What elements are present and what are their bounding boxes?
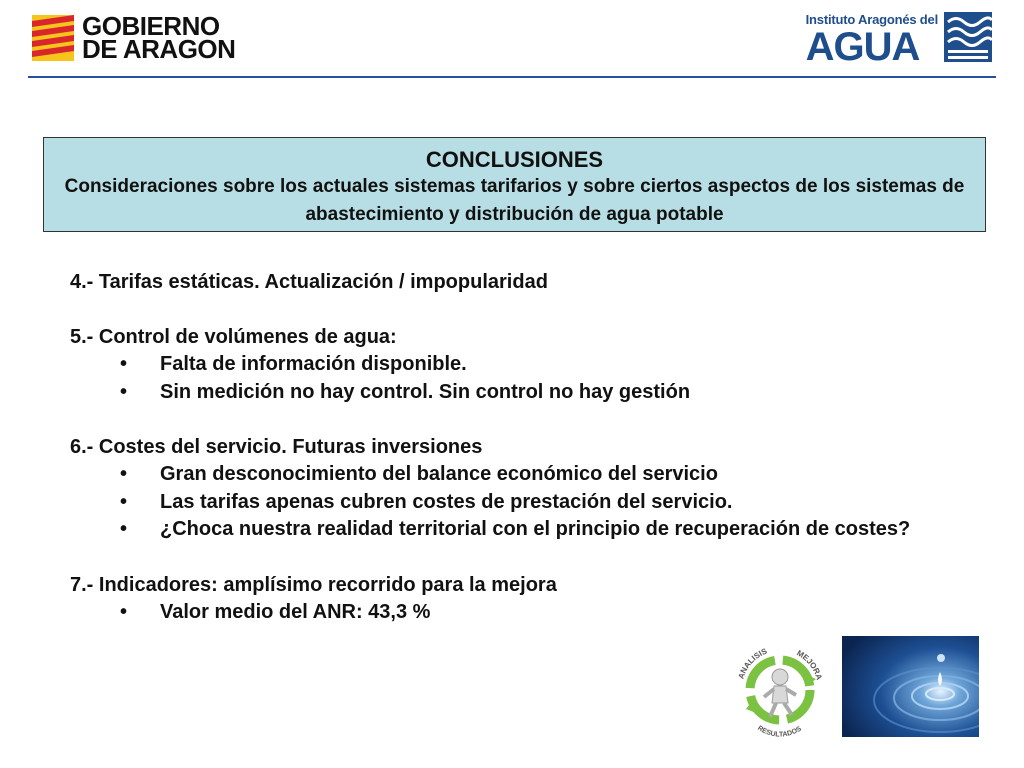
cycle-label-mejora: MEJORA [795, 648, 824, 682]
instituto-name: Instituto Aragonés del [805, 12, 938, 27]
cycle-label-resultados: RESULTADOS [756, 724, 803, 739]
bullet-icon: • [120, 463, 128, 485]
list-item [70, 571, 950, 627]
bullet-item [70, 379, 950, 407]
gobierno-aragon-logo[interactable] [32, 12, 235, 64]
bullet-text: Las tarifas apenas cubren costes de prestación del servicio. [160, 490, 733, 513]
instituto-agua-logo[interactable] [806, 12, 992, 67]
bullet-list [70, 461, 950, 544]
item-heading: 5.- Control de volúmenes de agua: [70, 326, 397, 348]
bullet-text: Sin medición no hay control. Sin control no hay gestión [160, 380, 691, 403]
item-heading: 4.- Tarifas estáticas. Actualización / impopularidad [70, 271, 548, 293]
bullet-item [70, 516, 950, 544]
bullet-item [70, 351, 950, 379]
bullet-icon: • [120, 353, 128, 375]
svg-text:RESULTADOS [756, 725, 803, 739]
bullet-icon: • [120, 600, 128, 623]
bullet-list [70, 351, 950, 406]
slide-subtitle: Consideraciones sobre los actuales sistemas tarifarios y sobre ciertos aspectos de los sistemas de abastecimiento y distribución de agua potable [64, 176, 965, 225]
list-item [70, 268, 950, 296]
gobierno-aragon-text [82, 11, 236, 64]
logo-line-2: DE ARAGON [82, 34, 236, 64]
conclusions-title-box [43, 137, 986, 232]
cycle-label-analisis: ANALISIS [736, 646, 769, 681]
slide-title: CONCLUSIONES [425, 147, 604, 172]
bullet-text: Valor medio del ANR: 43,3 % [160, 600, 431, 623]
agua-word: AGUA [805, 25, 920, 69]
logo-line-1: GOBIERNO [82, 11, 220, 41]
conclusions-list [70, 268, 950, 653]
bullet-icon: • [120, 380, 128, 403]
item-heading: 6.- Costes del servicio. Futuras inversiones [70, 436, 483, 458]
bullet-icon: • [120, 518, 128, 540]
aragon-flag-icon [32, 15, 74, 61]
water-drop-image [842, 636, 979, 737]
bullet-text: Falta de información disponible. [160, 353, 467, 375]
improvement-cycle-graphic [728, 637, 832, 743]
list-item [70, 433, 950, 544]
bullet-icon: • [120, 490, 128, 513]
water-waves-icon [944, 12, 992, 62]
bullet-text: ¿Choca nuestra realidad territorial con el principio de recuperación de costes? [160, 518, 911, 540]
bullet-item [70, 599, 950, 627]
bullet-list [70, 599, 950, 627]
bullet-item [70, 461, 950, 489]
instituto-agua-text [806, 12, 938, 67]
item-heading: 7.- Indicadores: amplísimo recorrido para la mejora [70, 573, 557, 596]
header-divider [28, 76, 996, 78]
bullet-text: Gran desconocimiento del balance económico del servicio [160, 463, 718, 485]
bullet-item [70, 489, 950, 517]
list-item [70, 323, 950, 406]
header [0, 0, 1024, 80]
